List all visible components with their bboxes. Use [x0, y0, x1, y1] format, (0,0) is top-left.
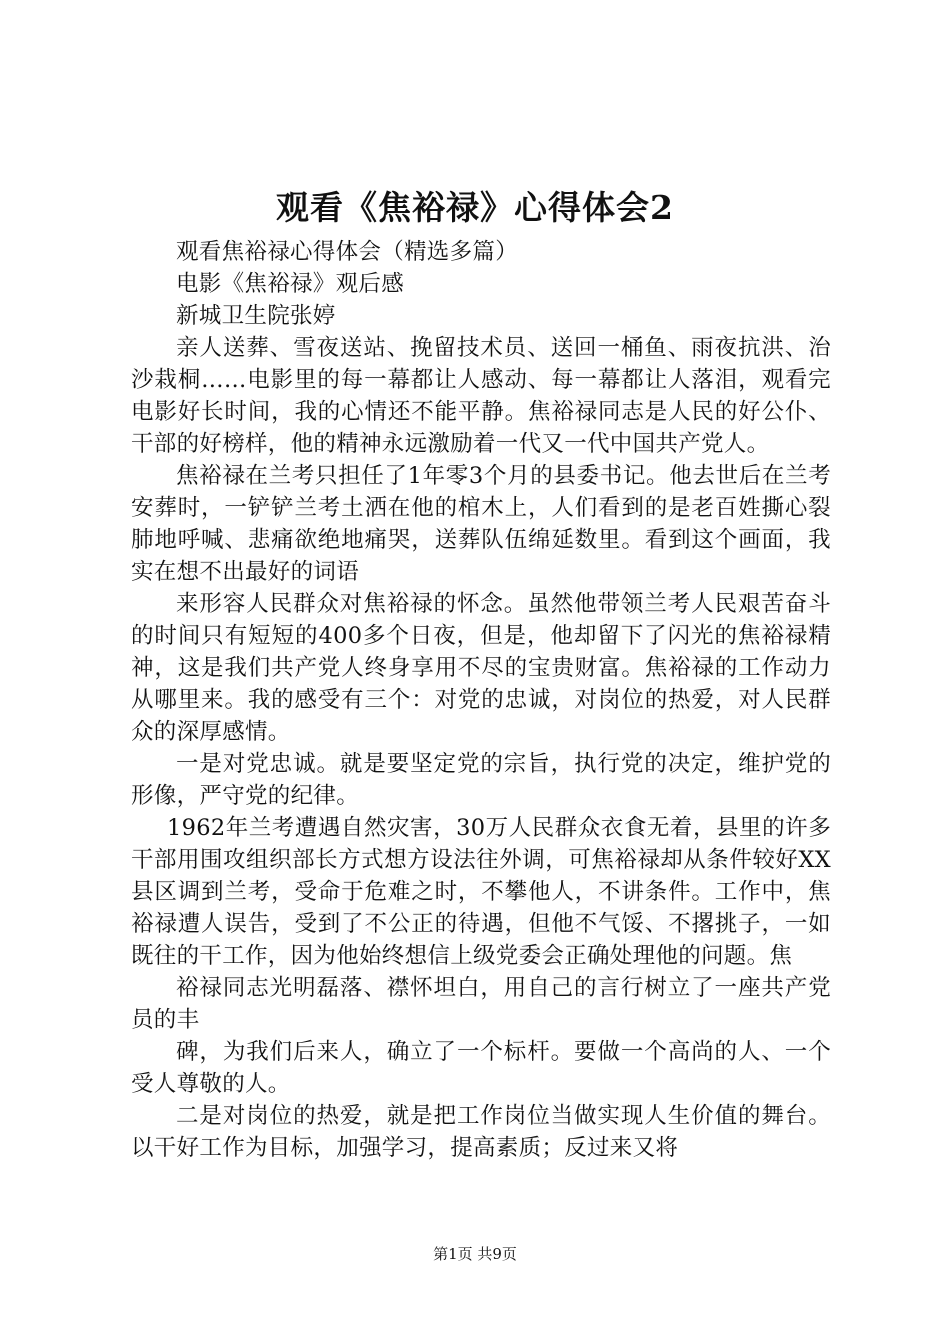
section-heading: 电影《焦裕禄》观后感	[176, 271, 405, 297]
body-paragraph: 二是对岗位的热爱，就是把工作岗位当做实现人生价值的舞台。以干好工作为目标，加强学习，提高素质；反过来又将	[131, 1103, 831, 1161]
subtitle-line: 观看焦裕禄心得体会（精选多篇）	[176, 239, 519, 265]
document-body	[131, 236, 831, 1164]
body-paragraph: 焦裕禄在兰考只担任了1年零3个月的县委书记。他去世后在兰考安葬时，一铲铲兰考土洒在他的棺木上，人们看到的是老百姓撕心裂肺地呼喊、悲痛欲绝地痛哭，送葬队伍绵延数里。看到这个画面，我实在想不出最好的词语	[131, 463, 831, 585]
body-paragraph: 碑，为我们后来人，确立了一个标杆。要做一个高尚的人、一个受人尊敬的人。	[131, 1039, 831, 1097]
body-paragraph: 亲人送葬、雪夜送站、挽留技术员、送回一桶鱼、雨夜抗洪、治沙栽桐……电影里的每一幕都让人感动、每一幕都让人落泪，观看完电影好长时间，我的心情还不能平静。焦裕禄同志是人民的好公仆、干部的好榜样，他的精神永远激励着一代又一代中国共产党人。	[131, 335, 831, 457]
body-paragraph: 裕禄同志光明磊落、襟怀坦白，用自己的言行树立了一座共产党员的丰	[131, 975, 831, 1033]
body-paragraph: 来形容人民群众对焦裕禄的怀念。虽然他带领兰考人民艰苦奋斗的时间只有短短的400多个日夜，但是，他却留下了闪光的焦裕禄精神，这是我们共产党人终身享用不尽的宝贵财富。焦裕禄的工作动力从哪里来。我的感受有三个：对党的忠诚，对岗位的热爱，对人民群众的深厚感情。	[131, 591, 831, 745]
document-title: 观看《焦裕禄》心得体会2	[276, 188, 674, 227]
page-footer: 第1页 共9页	[433, 1245, 517, 1263]
author-line: 新城卫生院张婷	[176, 303, 336, 329]
body-paragraph: 一是对党忠诚。就是要坚定党的宗旨，执行党的决定，维护党的形像，严守党的纪律。	[131, 751, 831, 809]
body-paragraph: 1962年兰考遭遇自然灾害，30万人民群众衣食无着，县里的许多干部用围攻组织部长方式想方设法往外调，可焦裕禄却从条件较好XX县区调到兰考，受命于危难之时，不攀他人，不讲条件。工作中，焦裕禄遭人误告，受到了不公正的待遇，但他不气馁、不撂挑子，一如既往的干工作，因为他始终想信上级党委会正确处理他的问题。焦	[131, 815, 831, 969]
